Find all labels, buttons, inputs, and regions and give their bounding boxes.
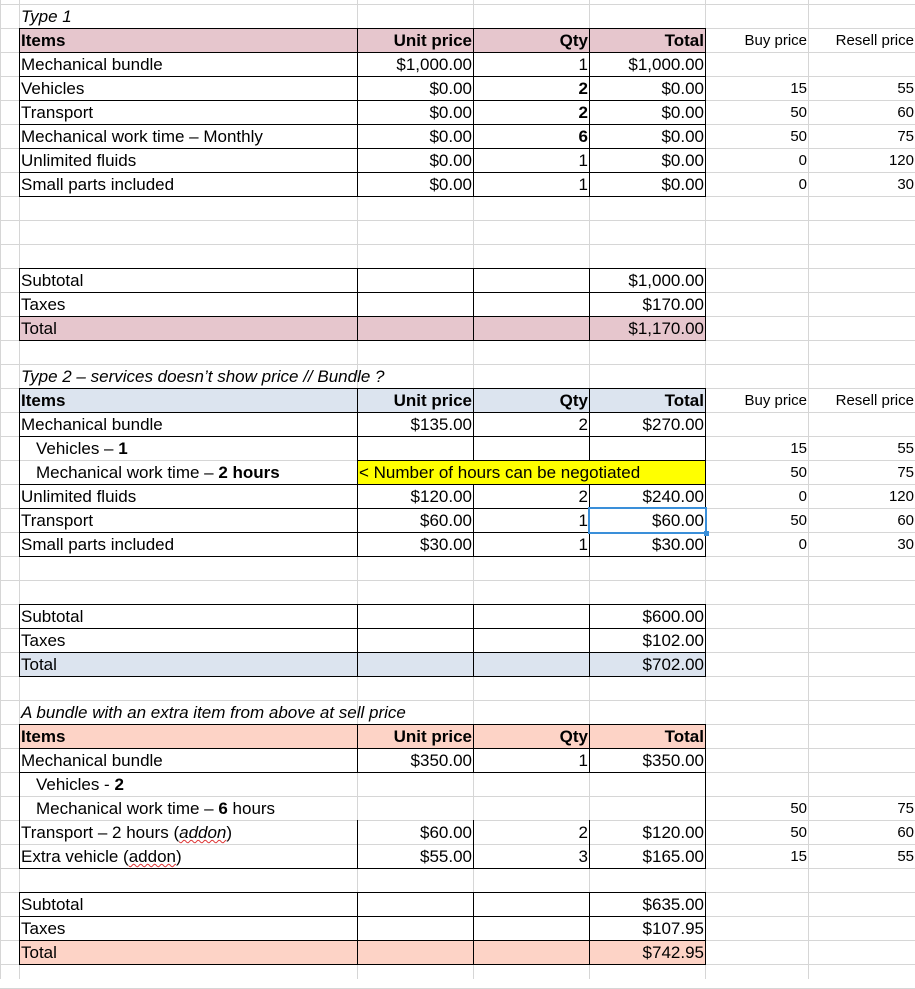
cell-border xyxy=(705,724,706,869)
buy-price-cell[interactable]: 50 xyxy=(790,824,807,841)
total-cell[interactable]: $0.00 xyxy=(661,151,704,170)
item-name[interactable]: Mechanical bundle xyxy=(21,415,163,434)
cell-border xyxy=(19,892,20,965)
negotiation-note[interactable]: < Number of hours can be negotiated xyxy=(359,463,641,482)
item-label: Mechanical work time – xyxy=(36,463,219,482)
total-cell[interactable]: $0.00 xyxy=(661,103,704,122)
total-label[interactable]: Total xyxy=(21,943,57,962)
total-cell[interactable]: $240.00 xyxy=(642,487,704,506)
item-name-work-time[interactable] xyxy=(20,797,357,821)
cell-border xyxy=(19,124,706,125)
header-total[interactable]: Total xyxy=(664,31,704,50)
resell-price-cell[interactable]: 55 xyxy=(897,80,914,97)
cell-border xyxy=(19,316,706,317)
cell-border xyxy=(473,388,474,461)
header-items[interactable]: Items xyxy=(21,727,66,746)
cell-border xyxy=(19,52,706,53)
cell-border xyxy=(589,28,590,197)
section-title[interactable]: A bundle with an extra item from above at sell price xyxy=(21,703,406,722)
cell-border xyxy=(19,28,706,29)
header-items[interactable]: Items xyxy=(21,391,66,410)
cell-border xyxy=(357,484,358,557)
item-name[interactable]: Mechanical bundle xyxy=(21,55,163,74)
header-buy-price[interactable]: Buy price xyxy=(744,32,807,49)
total-label[interactable]: Total xyxy=(21,319,57,338)
cell-border xyxy=(19,916,706,917)
cell-border xyxy=(357,604,358,677)
buy-price-cell[interactable]: 0 xyxy=(798,488,807,505)
header-qty[interactable]: Qty xyxy=(559,391,588,410)
resell-price-cell[interactable]: 55 xyxy=(897,440,914,457)
taxes-label[interactable]: Taxes xyxy=(21,919,66,938)
item-name[interactable]: Mechanical work time – Monthly xyxy=(21,127,263,146)
cell-border xyxy=(19,868,706,869)
resell-price-cell[interactable]: 30 xyxy=(897,176,914,193)
cell-border xyxy=(19,484,706,485)
cell-border xyxy=(19,628,706,629)
cell-border xyxy=(705,268,706,341)
buy-price-cell[interactable]: 0 xyxy=(798,152,807,169)
resell-price-cell[interactable]: 120 xyxy=(888,488,914,505)
header-unit-price[interactable]: Unit price xyxy=(393,727,472,746)
qty-cell[interactable]: 1 xyxy=(578,751,588,770)
cell-border xyxy=(589,724,590,773)
header-unit-price[interactable]: Unit price xyxy=(393,31,472,50)
cell-border xyxy=(473,724,474,773)
taxes-value[interactable]: $102.00 xyxy=(642,631,704,650)
subtotal-label[interactable]: Subtotal xyxy=(21,895,84,914)
cell-border xyxy=(19,652,706,653)
item-label-end: ) xyxy=(175,847,182,866)
item-name-transport[interactable] xyxy=(20,821,357,845)
total-cell[interactable]: $60.00 xyxy=(652,511,704,530)
cell-border xyxy=(705,892,706,965)
total-cell[interactable]: $1,000.00 xyxy=(628,55,704,74)
resell-price-cell[interactable]: 75 xyxy=(897,464,914,481)
cell-border xyxy=(589,820,590,869)
header-qty[interactable]: Qty xyxy=(559,727,588,746)
buy-price-cell[interactable]: 0 xyxy=(798,536,807,553)
total-cell[interactable]: $120.00 xyxy=(642,823,704,842)
buy-price-cell[interactable]: 50 xyxy=(790,104,807,121)
buy-price-cell[interactable]: 0 xyxy=(798,176,807,193)
selected-cell[interactable] xyxy=(588,507,707,534)
unit-price-cell[interactable]: $0.00 xyxy=(429,103,472,122)
total-value[interactable]: $742.95 xyxy=(642,943,704,962)
taxes-value[interactable]: $107.95 xyxy=(642,919,704,938)
item-label-end: ) xyxy=(226,823,233,842)
unit-price-cell[interactable]: $120.00 xyxy=(410,487,472,506)
gridline-row xyxy=(0,580,915,581)
cell-border xyxy=(19,268,20,341)
resell-price-cell[interactable]: 60 xyxy=(897,512,914,529)
resell-price-cell[interactable]: 30 xyxy=(897,536,914,553)
buy-price-cell[interactable]: 15 xyxy=(790,848,807,865)
subtotal-value[interactable]: $600.00 xyxy=(642,607,704,626)
buy-price-cell[interactable]: 50 xyxy=(790,800,807,817)
item-hours: 2 hours xyxy=(218,463,280,482)
cell-border xyxy=(19,100,706,101)
item-unit: hours xyxy=(227,799,276,818)
cell-border xyxy=(473,484,474,557)
item-count: 2 xyxy=(114,775,124,794)
resell-price-cell[interactable] xyxy=(809,53,915,77)
item-label: Extra vehicle ( xyxy=(21,847,129,866)
buy-price-cell[interactable]: 50 xyxy=(790,464,807,481)
resell-price-cell[interactable]: 60 xyxy=(897,104,914,121)
qty-cell[interactable]: 6 xyxy=(578,127,588,146)
cell-border xyxy=(357,28,358,197)
resell-price-cell[interactable]: 120 xyxy=(888,152,914,169)
cell-border xyxy=(19,676,706,677)
resell-price-cell[interactable]: 60 xyxy=(897,824,914,841)
taxes-value[interactable]: $170.00 xyxy=(642,295,704,314)
header-total[interactable]: Total xyxy=(664,727,704,746)
item-name[interactable]: Transport xyxy=(21,511,94,530)
cell-border xyxy=(19,604,20,677)
cell-border xyxy=(705,28,706,197)
cell-border xyxy=(19,748,706,749)
cell-border xyxy=(705,604,706,677)
cell-border xyxy=(19,724,20,869)
qty-cell[interactable]: 2 xyxy=(578,415,588,434)
buy-price-cell[interactable] xyxy=(706,53,808,77)
cell-border xyxy=(357,460,358,484)
cell-border xyxy=(19,388,706,389)
qty-cell[interactable]: 1 xyxy=(578,175,588,194)
cell-border xyxy=(19,892,706,893)
cell-border xyxy=(19,412,706,413)
header-qty[interactable]: Qty xyxy=(559,31,588,50)
unit-price-cell[interactable]: $30.00 xyxy=(420,535,472,554)
cell-border xyxy=(19,28,20,197)
cell-border xyxy=(473,604,474,677)
buy-price-cell[interactable]: 50 xyxy=(790,512,807,529)
qty-cell[interactable]: 1 xyxy=(578,151,588,170)
cell-border xyxy=(357,724,358,773)
cell-border xyxy=(19,388,20,557)
addon-tag: addon xyxy=(128,847,176,866)
header-unit-price[interactable]: Unit price xyxy=(393,391,472,410)
qty-cell[interactable]: 2 xyxy=(578,487,588,506)
cell-border xyxy=(589,268,590,341)
taxes-label[interactable]: Taxes xyxy=(21,631,66,650)
item-hours: 6 xyxy=(218,799,228,818)
buy-price-cell[interactable]: 15 xyxy=(790,80,807,97)
header-resell-price[interactable]: Resell price xyxy=(835,392,914,409)
subtotal-label[interactable]: Subtotal xyxy=(21,607,84,626)
buy-price-cell[interactable]: 15 xyxy=(790,440,807,457)
qty-cell[interactable]: 1 xyxy=(578,535,588,554)
item-label: Vehicles - xyxy=(36,775,115,794)
qty-cell[interactable]: 2 xyxy=(578,823,588,842)
cell-border xyxy=(19,340,706,341)
cell-border xyxy=(19,268,706,269)
gridline-row xyxy=(0,220,915,221)
qty-cell[interactable]: 1 xyxy=(578,511,588,530)
item-count: 1 xyxy=(118,439,128,458)
item-name[interactable]: Vehicles xyxy=(21,79,85,98)
cell-border xyxy=(473,28,474,197)
cell-border xyxy=(19,772,706,773)
header-total[interactable]: Total xyxy=(664,391,704,410)
unit-price-cell[interactable]: $55.00 xyxy=(420,847,472,866)
total-cell[interactable]: $270.00 xyxy=(642,415,704,434)
cell-border xyxy=(589,604,590,677)
item-name[interactable]: Small parts included xyxy=(21,175,175,194)
unit-price-cell[interactable]: $135.00 xyxy=(410,415,472,434)
unit-price-cell[interactable]: $60.00 xyxy=(420,511,472,530)
item-name[interactable]: Mechanical bundle xyxy=(21,751,163,770)
item-label: Mechanical work time – xyxy=(36,799,219,818)
item-name[interactable]: Transport xyxy=(21,103,94,122)
cell-border xyxy=(19,292,706,293)
unit-price-cell[interactable]: $1,000.00 xyxy=(396,55,472,74)
header-items[interactable]: Items xyxy=(21,31,66,50)
cell-border xyxy=(473,820,474,869)
total-cell[interactable]: $30.00 xyxy=(652,535,704,554)
total-cell[interactable]: $165.00 xyxy=(642,847,704,866)
gridline-row xyxy=(0,244,915,245)
item-name[interactable]: Small parts included xyxy=(21,535,175,554)
cell-border xyxy=(19,940,706,941)
cell-border xyxy=(19,604,706,605)
resell-price-cell[interactable]: 55 xyxy=(897,848,914,865)
unit-price-cell[interactable]: $0.00 xyxy=(429,175,472,194)
total-cell[interactable]: $0.00 xyxy=(661,127,704,146)
total-cell[interactable]: $0.00 xyxy=(661,79,704,98)
cell-border xyxy=(589,892,590,965)
cell-border xyxy=(19,76,706,77)
header-resell-price[interactable]: Resell price xyxy=(835,32,914,49)
buy-price-cell[interactable]: 50 xyxy=(790,128,807,145)
item-name-extra-vehicle[interactable] xyxy=(20,845,357,869)
total-cell[interactable]: $350.00 xyxy=(642,751,704,770)
unit-price-cell[interactable]: $0.00 xyxy=(429,127,472,146)
cell-border xyxy=(19,556,706,557)
total-value[interactable]: $1,170.00 xyxy=(628,319,704,338)
cell-border xyxy=(357,460,706,461)
item-name[interactable]: Unlimited fluids xyxy=(21,151,137,170)
cell-border xyxy=(473,892,474,965)
section-title[interactable]: Type 1 xyxy=(21,7,72,26)
qty-cell[interactable]: 2 xyxy=(578,103,588,122)
item-name-work-time[interactable] xyxy=(20,461,357,485)
total-label[interactable]: Total xyxy=(21,655,57,674)
addon-tag: addon xyxy=(179,823,227,842)
fill-handle[interactable] xyxy=(704,531,709,536)
total-value[interactable]: $702.00 xyxy=(642,655,704,674)
cell-border xyxy=(357,268,358,341)
cell-border xyxy=(589,388,590,461)
cell-border xyxy=(19,196,706,197)
item-name-vehicles[interactable] xyxy=(20,437,357,461)
item-label: Vehicles – xyxy=(36,439,119,458)
subtotal-value[interactable]: $635.00 xyxy=(642,895,704,914)
cell-border xyxy=(473,268,474,341)
cell-border xyxy=(357,892,358,965)
item-label: Transport – 2 hours ( xyxy=(21,823,180,842)
header-buy-price[interactable]: Buy price xyxy=(744,392,807,409)
cell-border xyxy=(19,172,706,173)
unit-price-cell[interactable]: $0.00 xyxy=(429,79,472,98)
section-title[interactable]: Type 2 – services doesn’t show price // Bundle ? xyxy=(21,367,385,386)
resell-price-cell[interactable]: 75 xyxy=(897,800,914,817)
cell-border xyxy=(357,820,358,869)
unit-price-cell[interactable]: $350.00 xyxy=(410,751,472,770)
qty-cell[interactable]: 3 xyxy=(578,847,588,866)
qty-cell[interactable]: 1 xyxy=(578,55,588,74)
item-name-vehicles[interactable] xyxy=(20,773,357,797)
cell-border xyxy=(357,388,358,461)
cell-border xyxy=(19,964,706,965)
unit-price-cell[interactable]: $60.00 xyxy=(420,823,472,842)
taxes-label[interactable]: Taxes xyxy=(21,295,66,314)
item-name[interactable]: Unlimited fluids xyxy=(21,487,137,506)
unit-price-cell[interactable]: $0.00 xyxy=(429,151,472,170)
subtotal-value[interactable]: $1,000.00 xyxy=(628,271,704,290)
total-cell[interactable]: $0.00 xyxy=(661,175,704,194)
cell-border xyxy=(19,148,706,149)
cell-border xyxy=(19,724,706,725)
gridline-col xyxy=(0,0,1,979)
subtotal-label[interactable]: Subtotal xyxy=(21,271,84,290)
resell-price-cell[interactable]: 75 xyxy=(897,128,914,145)
cell-border xyxy=(19,436,706,437)
qty-cell[interactable]: 2 xyxy=(578,79,588,98)
